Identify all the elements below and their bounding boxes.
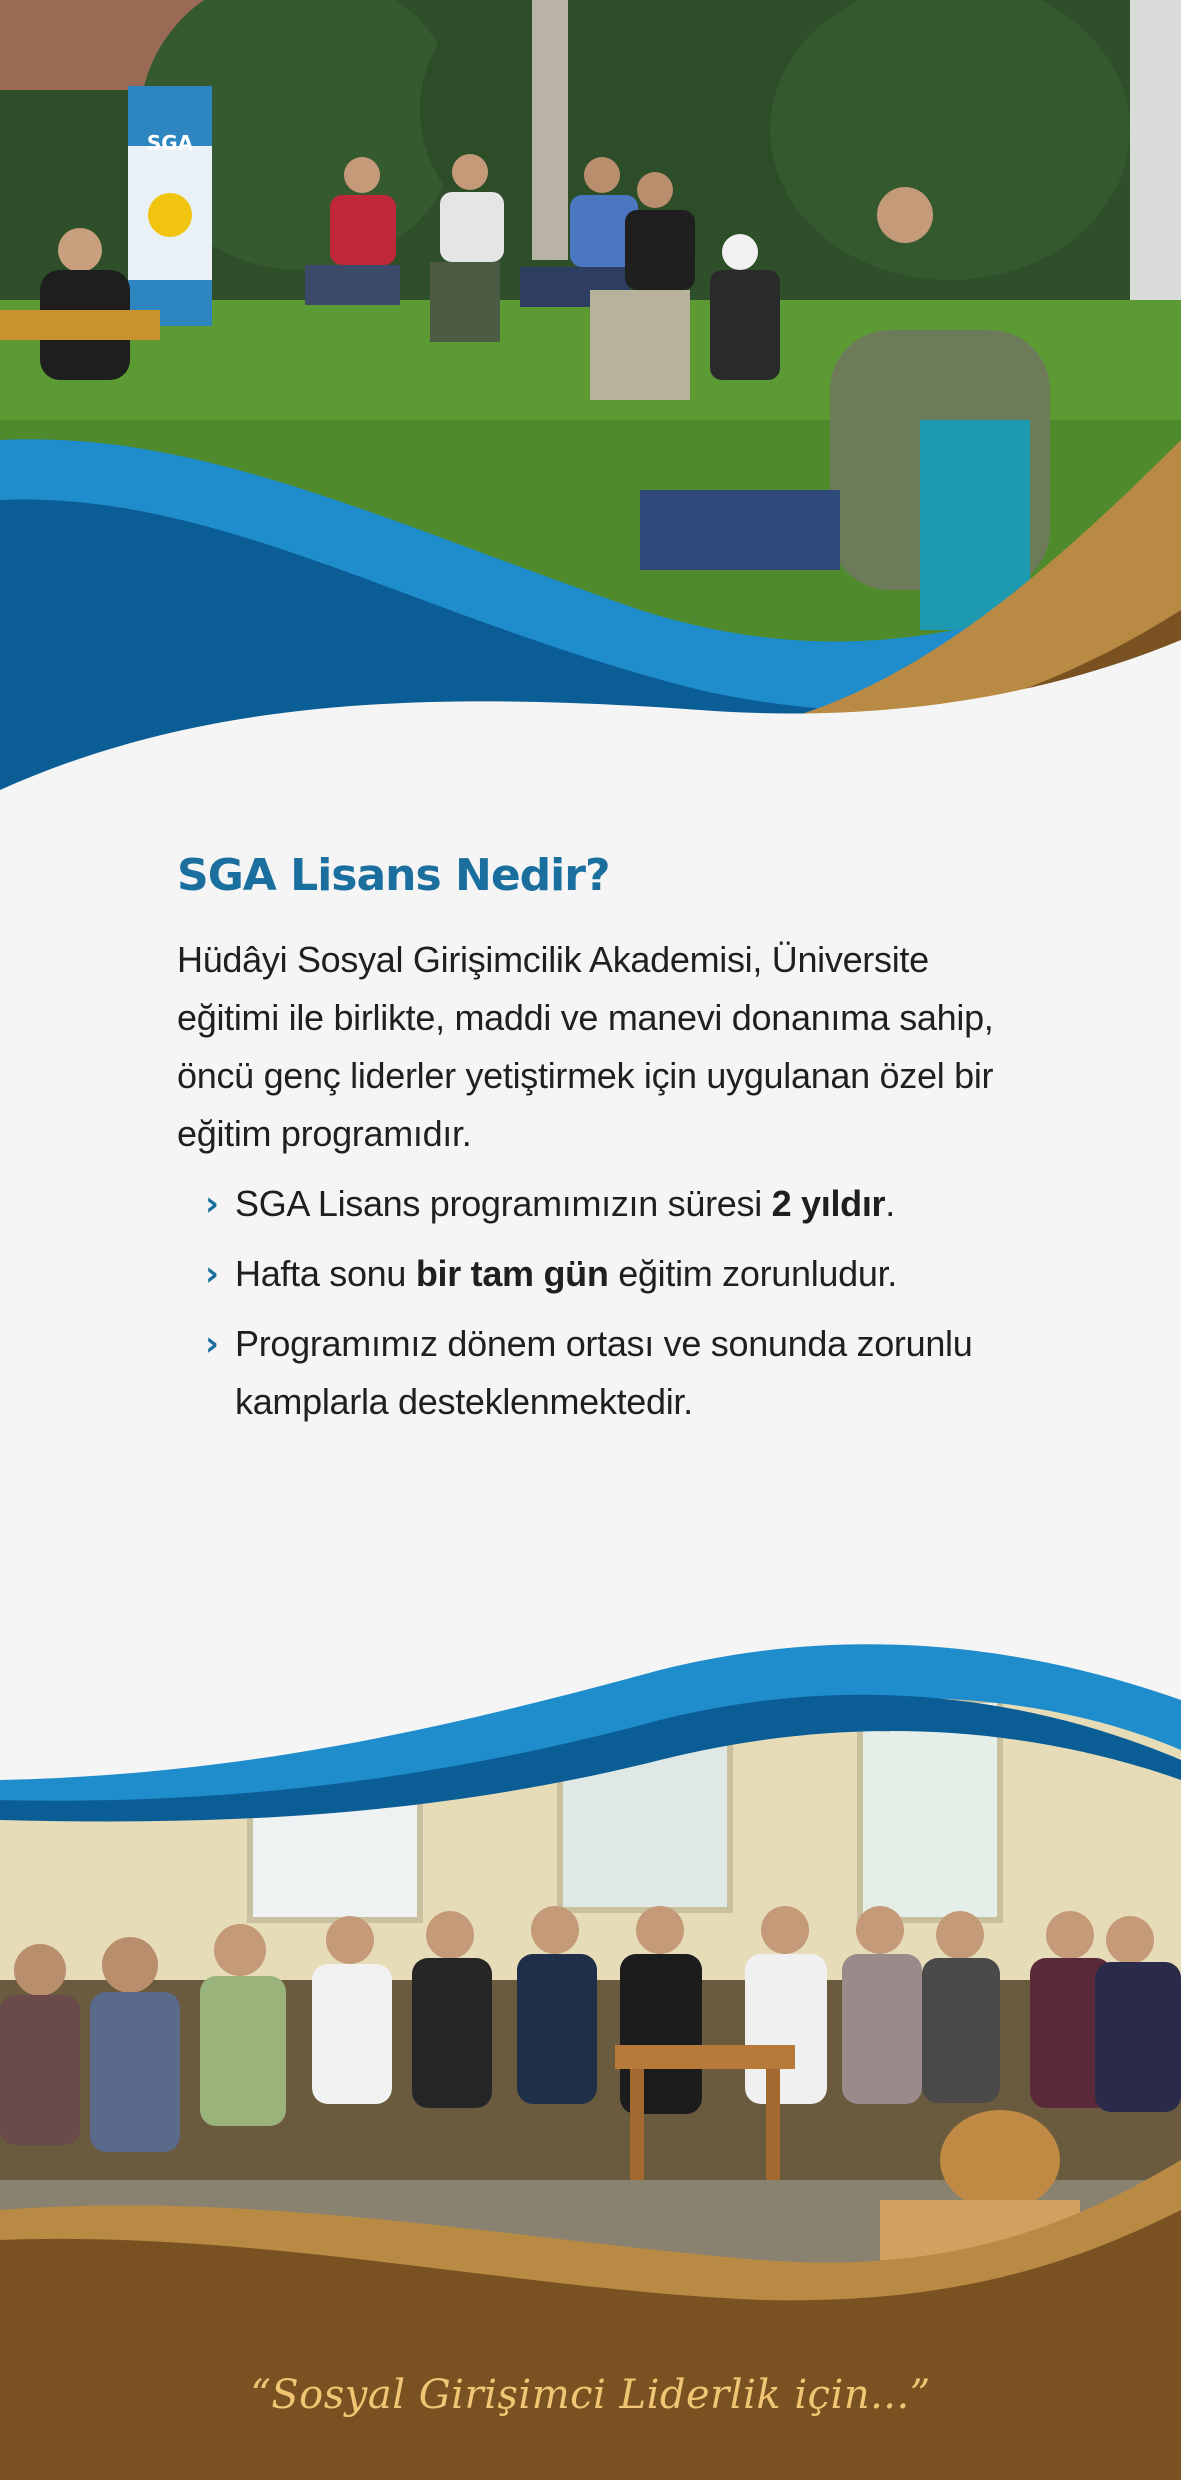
list-item: › SGA Lisans programımızın süresi 2 yıldır. <box>205 1175 1027 1233</box>
top-wave-decoration <box>0 0 1181 800</box>
chevron-right-icon: › <box>205 1184 219 1224</box>
content-section <box>177 850 1027 1443</box>
banner-text: SGA <box>146 131 194 155</box>
slogan-text: “Sosyal Girişimci Liderlik için...” <box>250 2372 931 2418</box>
list-item: › Programımız dönem ortası ve sonunda zorunlu kamplarla desteklenmektedir. <box>205 1315 1027 1431</box>
bottom-wave-decoration <box>0 1600 1181 2480</box>
feature-list <box>177 1175 1027 1431</box>
chevron-right-icon: › <box>205 1254 219 1294</box>
list-item: › Hafta sonu bir tam gün eğitim zorunludur. <box>205 1245 1027 1303</box>
chevron-right-icon: › <box>205 1324 219 1364</box>
page-title: SGA Lisans Nedir? <box>177 850 610 901</box>
intro-paragraph: Hüdâyi Sosyal Girişimcilik Akademisi, Üniversite eğitimi ile birlikte, maddi ve manevi donanıma sahip, öncü genç liderler yetiştirmek için uygulanan özel bir eğitim programıdır. <box>177 939 994 1154</box>
